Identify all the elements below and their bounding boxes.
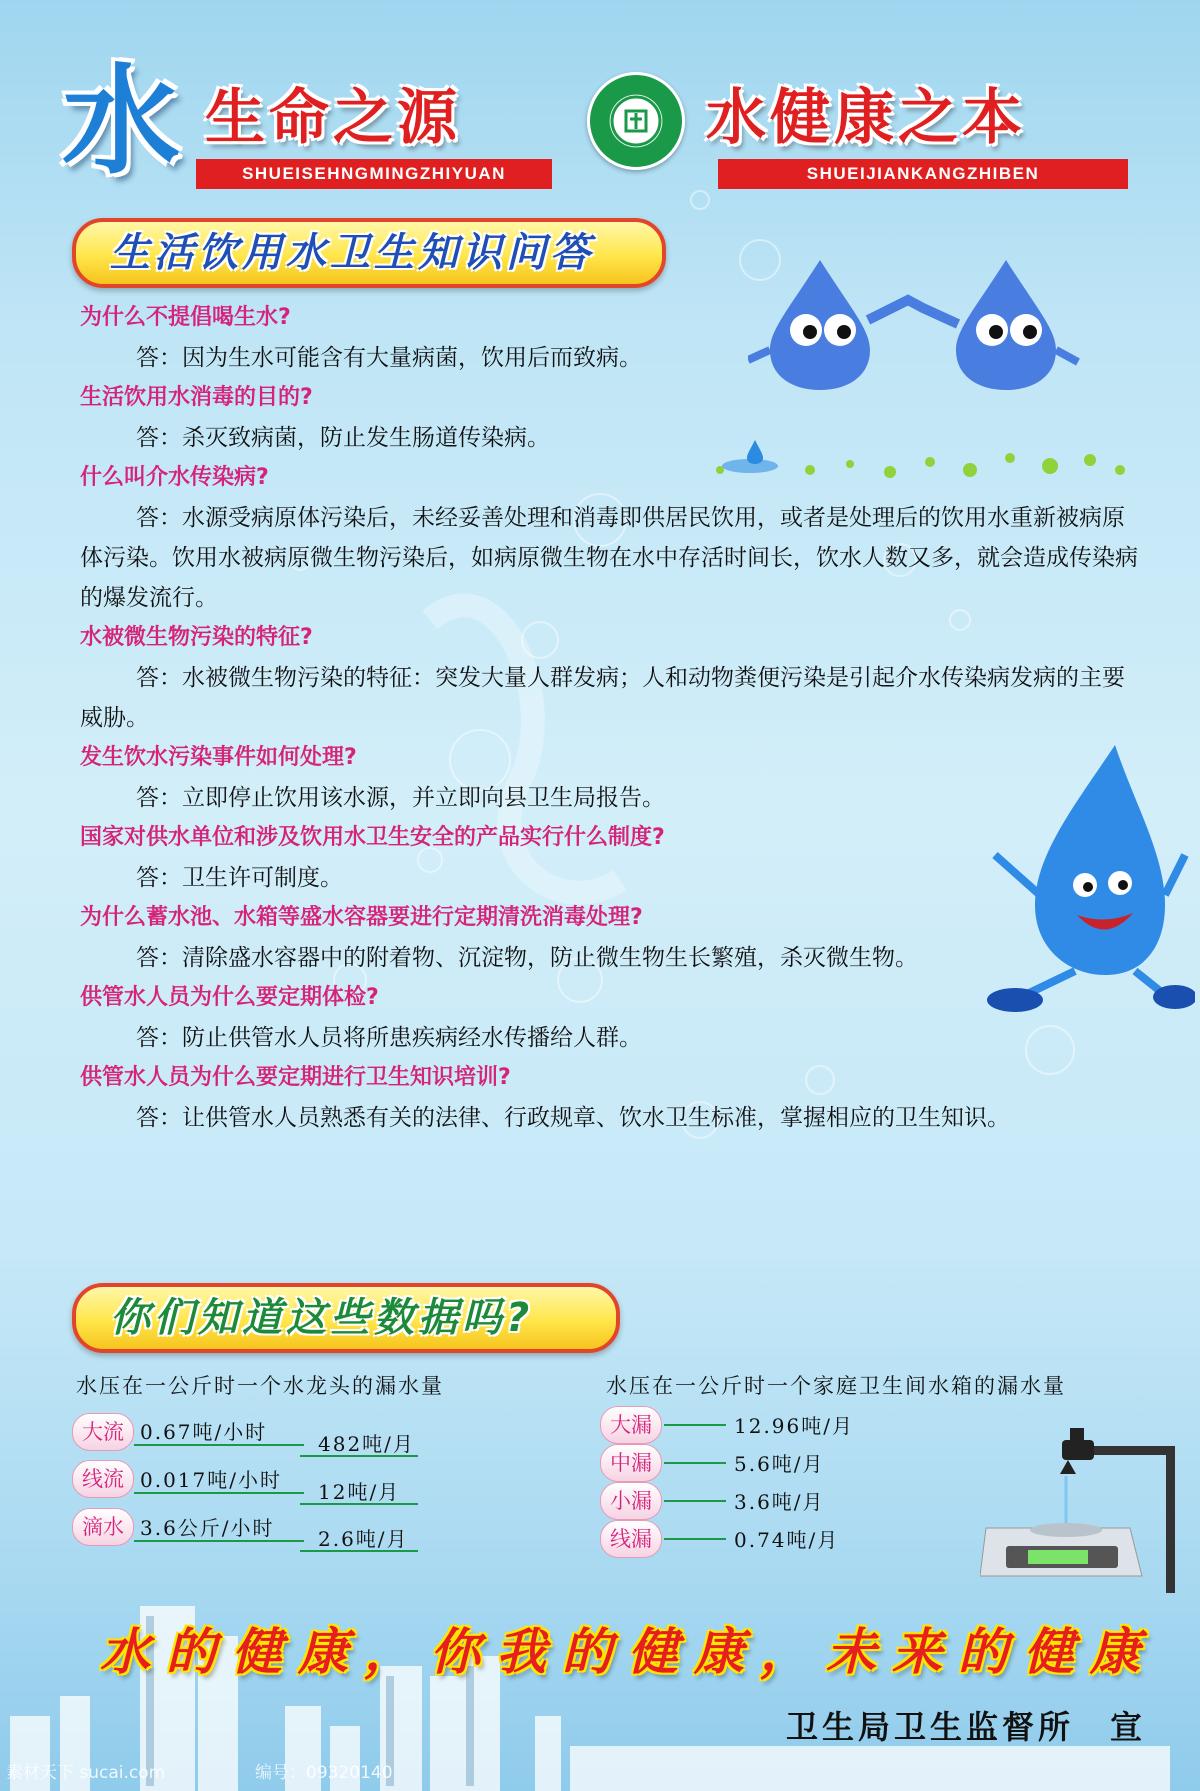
connector-line: [664, 1424, 726, 1426]
faucet-label-pill: 大流: [72, 1413, 134, 1451]
toilet-label-pill: 小漏: [600, 1482, 662, 1520]
faucet-rate: 0.017吨/小时: [140, 1468, 282, 1492]
qa-item: [80, 738, 1140, 818]
qa-item: [80, 378, 1140, 458]
faucet-label-pill: 线流: [72, 1460, 134, 1498]
answer: 答：因为生水可能含有大量病菌，饮用后而致病。: [136, 345, 642, 371]
watermark-number: 编号：09320140: [255, 1763, 393, 1783]
toilet-label-pill: 大漏: [600, 1406, 662, 1444]
connector-line: [664, 1500, 726, 1502]
connector-line: [134, 1492, 304, 1494]
faucet-month: 482吨/月: [318, 1432, 415, 1456]
question: 为什么不提倡喝生水?: [80, 305, 291, 330]
qa-list: [80, 298, 1140, 1138]
faucet-rate: 3.6公斤/小时: [140, 1516, 275, 1540]
toilet-label-pill: 中漏: [600, 1444, 662, 1482]
toilet-month: 12.96吨/月: [734, 1414, 854, 1438]
water-character-title: 水: [62, 52, 181, 190]
faucet-rate: 0.67吨/小时: [140, 1420, 268, 1444]
answer: 答：卫生许可制度。: [136, 865, 343, 891]
qa-section-title: 生活饮用水卫生知识问答: [110, 230, 594, 276]
faucet-label-pill: 滴水: [72, 1508, 134, 1546]
faucet-leak-heading: 水压在一公斤时一个水龙头的漏水量: [76, 1374, 444, 1398]
left-title: 生命之源: [205, 83, 461, 153]
answer: 答：立即停止饮用该水源，并立即向县卫生局报告。: [136, 785, 665, 811]
qa-item: [80, 978, 1140, 1058]
slogan: 水的健康，你我的健康，未来的健康: [100, 1623, 1156, 1681]
faucet-month: 2.6吨/月: [318, 1527, 409, 1551]
left-pinyin: SHUEISEHNGMINGZHIYUAN: [196, 159, 552, 189]
answer: 答：水被微生物污染的特征：突发大量人群发病；人和动物粪便污染是引起介水传染病发病的主要威胁。: [80, 665, 1125, 731]
toilet-label-pill: 线漏: [600, 1520, 662, 1558]
connector-line: [134, 1444, 304, 1446]
qa-item: [80, 618, 1140, 738]
organization-name: 卫生局卫生监督所 宣: [786, 1708, 1147, 1746]
watermark: 素材天下 sucai.com: [6, 1763, 166, 1783]
qa-item: [80, 458, 1140, 618]
data-section-title: 你们知道这些数据吗?: [110, 1295, 534, 1341]
health-inspection-emblem-icon: [587, 72, 685, 170]
faucet-month: 12吨/月: [318, 1480, 401, 1504]
question: 发生饮水污染事件如何处理?: [80, 745, 357, 770]
question: 什么叫介水传染病?: [80, 465, 269, 490]
question: 供管水人员为什么要定期进行卫生知识培训?: [80, 1065, 511, 1090]
connector-line: [134, 1540, 304, 1542]
question: 生活饮用水消毒的目的?: [80, 385, 313, 410]
connector-line: [664, 1462, 726, 1464]
data-section-banner: [72, 1283, 620, 1353]
qa-item: [80, 1058, 1140, 1138]
question: 为什么蓄水池、水箱等盛水容器要进行定期清洗消毒处理?: [80, 905, 643, 930]
faucet-scale-icon: [980, 1418, 1190, 1593]
answer: 答：水源受病原体污染后，未经妥善处理和消毒即供居民饮用，或者是处理后的饮用水重新被病原体污染。饮用水被病原微生物污染后，如病原微生物在水中存活时间长，饮水人数又多，就会造成传染病的爆发流行。: [80, 505, 1138, 611]
toilet-month: 3.6吨/月: [734, 1490, 825, 1514]
connector-line: [664, 1538, 726, 1540]
question: 国家对供水单位和涉及饮用水卫生安全的产品实行什么制度?: [80, 825, 665, 850]
answer: 答：防止供管水人员将所患疾病经水传播给人群。: [136, 1025, 642, 1051]
question: 水被微生物污染的特征?: [80, 625, 313, 650]
answer: 答：清除盛水容器中的附着物、沉淀物，防止微生物生长繁殖，杀灭微生物。: [136, 945, 918, 971]
qa-section-banner: [72, 218, 666, 288]
qa-item: [80, 298, 1140, 378]
question: 供管水人员为什么要定期体检?: [80, 985, 379, 1010]
right-pinyin: SHUEIJIANKANGZHIBEN: [718, 159, 1128, 189]
right-title: 水健康之本: [706, 83, 1026, 153]
qa-item: [80, 818, 1140, 898]
toilet-month: 5.6吨/月: [734, 1452, 825, 1476]
answer: 答：让供管水人员熟悉有关的法律、行政规章、饮水卫生标准，掌握相应的卫生知识。: [136, 1105, 1010, 1131]
toilet-month: 0.74吨/月: [734, 1528, 840, 1552]
toilet-leak-heading: 水压在一公斤时一个家庭卫生间水箱的漏水量: [606, 1374, 1066, 1398]
qa-item: [80, 898, 1140, 978]
answer: 答：杀灭致病菌，防止发生肠道传染病。: [136, 425, 550, 451]
